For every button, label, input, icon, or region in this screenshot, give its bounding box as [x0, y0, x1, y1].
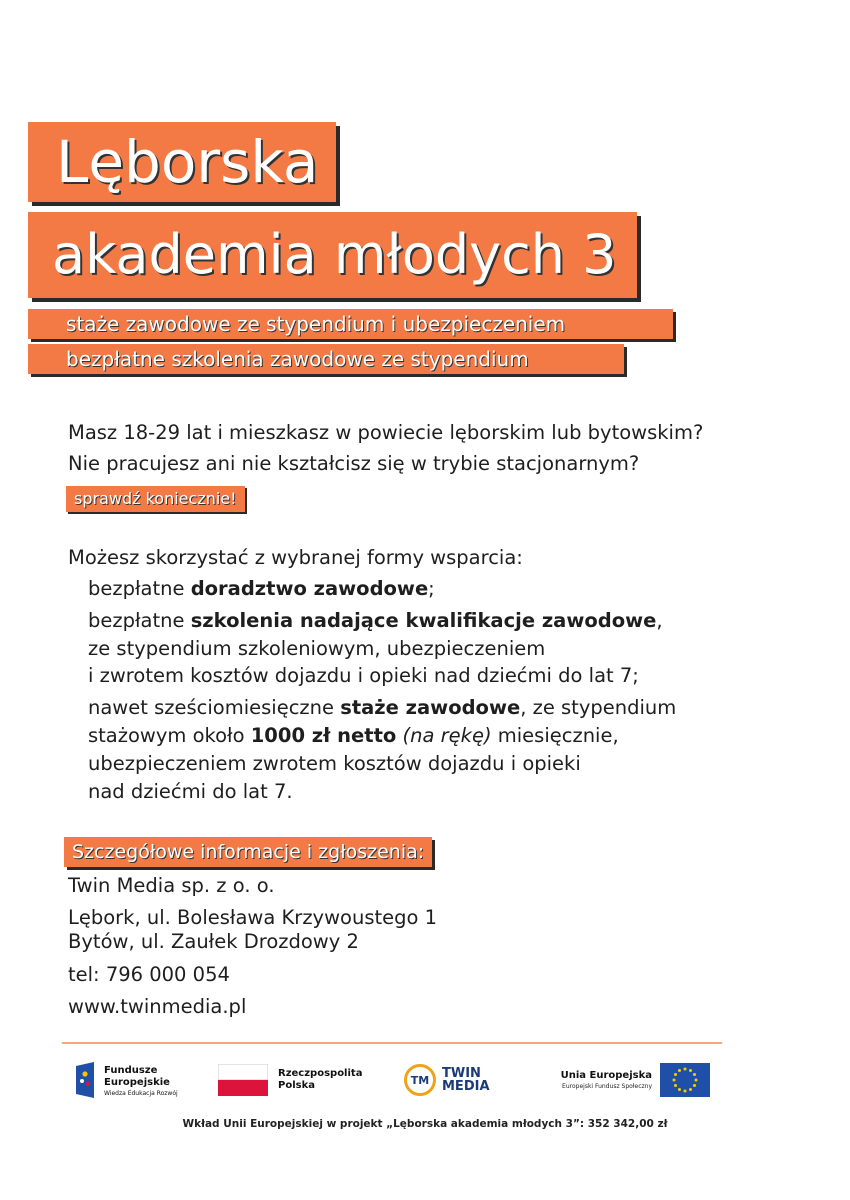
support-item-internships-l2 [88, 721, 619, 751]
title-line-1: Lęborska [28, 122, 336, 202]
polish-flag-icon [218, 1064, 268, 1096]
eu-line-2: Europejski Fundusz Społeczny [562, 1082, 652, 1090]
fundusze-europejskie-logo [76, 1058, 178, 1102]
phone-number: tel: 796 000 054 [68, 963, 230, 986]
rp-line-2: Polska [278, 1080, 315, 1091]
item3-l2-italic: (na rękę) [402, 724, 492, 747]
title-line-2: akademia młodych 3 [28, 212, 637, 298]
rzeczpospolita-polska-logo [218, 1058, 362, 1102]
item1-pre: bezpłatne [88, 577, 191, 600]
item3-l2-bold: 1000 zł netto [250, 724, 397, 747]
rp-line-1: Rzeczpospolita [278, 1068, 363, 1079]
tm-line-1: TWIN [442, 1066, 481, 1081]
tm-circle-icon: TM [404, 1064, 436, 1096]
support-item-internships [88, 693, 676, 723]
check-badge: sprawdź koniecznie! [66, 486, 245, 512]
item3-post: , ze stypendium [520, 696, 677, 719]
item3-l2-post: miesięcznie, [491, 724, 619, 747]
subtitle-internships: staże zawodowe ze stypendium i ubezpieczeniem [28, 309, 673, 339]
fe-line-2: Europejskie [104, 1076, 170, 1088]
item2-post: , [656, 609, 663, 632]
support-heading: Możesz skorzystać z wybranej formy wsparcia: [68, 546, 523, 569]
eu-line-1: Unia Europejska [560, 1069, 652, 1081]
divider-line [62, 1042, 722, 1044]
company-name: Twin Media sp. z o. o. [68, 874, 275, 897]
subtitle-trainings: bezpłatne szkolenia zawodowe ze stypendium [28, 344, 624, 374]
fe-line-3: Wiedza Edukacja Rozwój [104, 1089, 178, 1097]
tm-line-2: MEDIA [442, 1079, 490, 1094]
item2-pre: bezpłatne [88, 609, 191, 632]
funding-note: Wkład Unii Europejskiej w projekt „Lęborska akademia młodych 3”: 352 342,00 zł [182, 1118, 668, 1130]
details-band: Szczegółowe informacje i zgłoszenia: [64, 837, 432, 867]
fe-line-1: Fundusze [104, 1064, 158, 1076]
item2-bold: szkolenia nadające kwalifikacje zawodowe [190, 609, 657, 632]
support-item-trainings-l2: ze stypendium szkoleniowym, ubezpieczeniem [88, 637, 546, 660]
intro-question-2: Nie pracujesz ani nie kształcisz się w trybie stacjonarnym? [68, 452, 640, 475]
fundusze-europejskie-icon [76, 1062, 98, 1098]
item1-post: ; [428, 577, 435, 600]
address-bytow: Bytów, ul. Zaułek Drozdowy 2 [68, 930, 359, 953]
address-lebork: Lębork, ul. Bolesława Krzywoustego 1 [68, 906, 438, 929]
support-item-trainings-l3: i zwrotem kosztów dojazdu i opieki nad dziećmi do lat 7; [88, 664, 639, 687]
item3-pre: nawet sześciomiesięczne [88, 696, 341, 719]
item3-bold: staże zawodowe [340, 696, 521, 719]
twin-media-logo [404, 1058, 490, 1102]
support-item-internships-l4: nad dziećmi do lat 7. [88, 780, 293, 803]
support-item-trainings [88, 606, 663, 636]
item1-bold: doradztwo zawodowe [190, 577, 429, 600]
item3-l2-pre: stażowym około [88, 724, 251, 747]
eu-flag-icon [660, 1063, 710, 1097]
support-item-counseling [88, 574, 435, 604]
intro-question-1: Masz 18-29 lat i mieszkasz w powiecie lęborskim lub bytowskim? [68, 421, 704, 444]
support-item-internships-l3: ubezpieczeniem zwrotem kosztów dojazdu i opieki [88, 752, 581, 775]
unia-europejska-logo [560, 1058, 710, 1102]
website-link[interactable]: www.twinmedia.pl [68, 995, 247, 1018]
